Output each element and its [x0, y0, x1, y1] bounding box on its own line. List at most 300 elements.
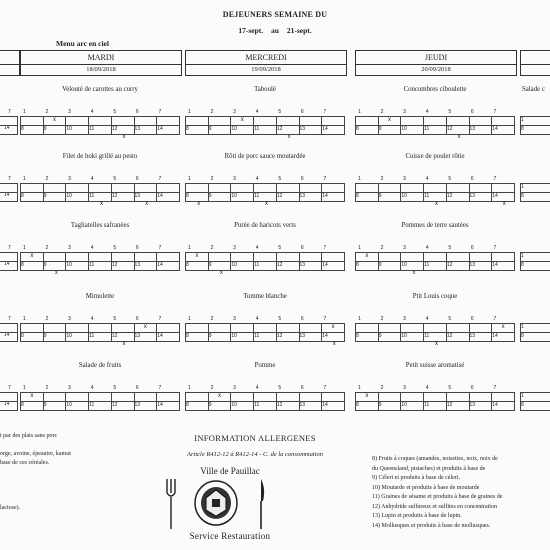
allergen-cell: 11 [424, 262, 447, 271]
allergen-cell: 13 [299, 126, 322, 135]
allergen-cell [322, 253, 345, 262]
allergen-table-partial [0, 323, 18, 342]
allergen-number: 1 [23, 385, 26, 391]
allergen-mark-slot [210, 201, 233, 207]
allergen-cell: 10 [231, 402, 254, 411]
allergen-table-row [356, 117, 515, 126]
footer-left-line [0, 441, 120, 450]
allergen-table [355, 183, 515, 202]
allergen-cell: 8 [356, 333, 379, 342]
town-crest-logo [192, 478, 240, 528]
fork-icon [165, 479, 177, 529]
allergen-number-row [22, 385, 180, 391]
allergen-number-row [22, 245, 180, 251]
allergen-mark-slot [255, 134, 278, 140]
allergen-cell [111, 253, 134, 262]
allergen-cell: 8 [521, 333, 550, 342]
allergen-number: 1 [358, 245, 361, 251]
allergen-number: 2 [210, 245, 214, 251]
allergen-number: 3 [68, 245, 71, 251]
allergen-cell [299, 324, 322, 333]
allergen-cell [186, 324, 209, 333]
allergen-number-row [357, 109, 515, 115]
footer-left-line: orge, avoine, épeautre, kamut [0, 451, 71, 457]
allergen-mark-slot [67, 341, 90, 347]
allergen-mark-slot [135, 134, 158, 140]
allergen-number: 4 [90, 385, 94, 391]
allergen-mark: x [21, 393, 44, 402]
allergen-cell: 10 [66, 193, 89, 202]
allergen-number: 2 [210, 385, 214, 391]
allergen-cell [469, 253, 492, 262]
allergen-cell [0, 184, 18, 193]
allergen-cell: 10 [401, 402, 424, 411]
allergen-number-row [22, 316, 180, 322]
allergen-mark: x [378, 117, 401, 126]
allergen-cell: 14 [322, 262, 345, 271]
dish-name: Rôti de porc sauce moutardée [224, 153, 306, 160]
allergen-cell [0, 126, 18, 135]
allergen-number: 2 [45, 109, 49, 115]
allergen-table-row [0, 324, 18, 333]
allergen-number: 3 [403, 176, 406, 182]
day-header: JEUDI [355, 50, 517, 65]
allergen-cell [186, 184, 209, 193]
allergen-cell: 8 [186, 402, 209, 411]
allergen-cell [254, 393, 277, 402]
allergen-mark-slot [232, 134, 255, 140]
allergen-number: 2 [380, 109, 384, 115]
allergen-cell: 14 [157, 262, 180, 271]
allergen-cell: 10 [66, 262, 89, 271]
allergen-mark: x [356, 253, 379, 262]
allergen-number-partial: 7 [8, 109, 11, 115]
allergen-cell: 9 [43, 333, 66, 342]
allergen-number: 7 [323, 176, 327, 182]
allergen-table-row [521, 184, 550, 193]
allergen-table [355, 323, 515, 342]
allergen-table-row [0, 402, 18, 411]
allergen-number-partial: 14 [4, 401, 10, 407]
allergen-number-partial: 7 [8, 316, 11, 322]
allergen-number: 3 [233, 385, 236, 391]
allergen-table-row [521, 253, 550, 262]
allergen-table-row [521, 262, 550, 271]
allergen-number: 1 [188, 176, 191, 182]
allergen-cell [134, 184, 157, 193]
allergen-cell: 8 [21, 262, 44, 271]
allergen-cell [0, 393, 18, 402]
allergen-mark-row [22, 134, 180, 140]
allergen-cell: 12 [446, 262, 469, 271]
allergen-number: 6 [470, 109, 474, 115]
allergen-cell: 13 [134, 262, 157, 271]
allergen-cell: 1 [521, 253, 550, 262]
allergen-cell [21, 117, 44, 126]
allergen-cell: 10 [231, 193, 254, 202]
allergen-table-row [521, 126, 550, 135]
allergen-cell: 8 [21, 193, 44, 202]
dish-name: Tomme blanche [243, 293, 287, 300]
allergen-number: 5 [113, 245, 117, 251]
allergen-table [20, 116, 180, 135]
allergen-table-row [521, 333, 550, 342]
allergen-cell [231, 253, 254, 262]
allergen-mark: x [100, 201, 104, 207]
allergen-number: 2 [210, 176, 214, 182]
allergen-cell: 9 [208, 193, 231, 202]
allergen-mark: x [492, 324, 515, 333]
allergen-cell: 14 [157, 193, 180, 202]
allergen-cell: 9 [43, 193, 66, 202]
allergen-list-item: 10) Moutarde et produits à base de moutarde [372, 484, 480, 491]
allergen-cell: 8 [521, 193, 550, 202]
allergen-number: 2 [380, 245, 384, 251]
allergen-cell [89, 184, 112, 193]
allergen-cell: 9 [208, 262, 231, 271]
allergen-mark-row [187, 270, 345, 276]
allergen-mark-slot [322, 270, 345, 276]
allergen-cell [469, 393, 492, 402]
dish-name: Tagliatelles safranées [70, 222, 130, 229]
allergen-cell [89, 324, 112, 333]
allergen-cell: 12 [276, 402, 299, 411]
allergen-number: 4 [425, 176, 429, 182]
allergen-mark-slot [447, 341, 470, 347]
day-header: MARDI [20, 50, 182, 65]
allergen-mark: x [435, 201, 439, 207]
allergen-mark-slot [232, 201, 255, 207]
allergen-number: 6 [300, 176, 304, 182]
allergen-number: 5 [278, 176, 282, 182]
day-date: 19/09/2018 [185, 64, 347, 76]
allergen-mark-slot [255, 341, 278, 347]
allergen-number-row [357, 245, 515, 251]
allergen-cell: 13 [469, 402, 492, 411]
allergen-cell: 8 [186, 193, 209, 202]
allergen-mark: x [54, 270, 58, 276]
allergen-cell [446, 117, 469, 126]
allergen-cell [424, 393, 447, 402]
allergen-cell [66, 324, 89, 333]
allergen-cell [186, 393, 209, 402]
date-to: 21-sept. [286, 26, 312, 35]
dish-name: Filet de hoki grillé au pesto [62, 153, 138, 160]
footer-left-line [0, 495, 120, 504]
allergen-cell: 10 [66, 333, 89, 342]
allergen-number: 1 [358, 176, 361, 182]
allergen-mark-slot [322, 201, 345, 207]
allergen-number: 6 [470, 176, 474, 182]
allergen-cell [208, 324, 231, 333]
allergen-mark-slot [470, 134, 493, 140]
allergen-mark: x [231, 117, 254, 126]
allergen-mark-slot [470, 341, 493, 347]
dish-name-partial: Salade c [522, 86, 545, 93]
allergen-number: 1 [188, 245, 191, 251]
allergen-cell [0, 117, 18, 126]
allergen-cell [469, 184, 492, 193]
allergen-table-partial [520, 392, 550, 411]
allergen-mark-slot [157, 134, 180, 140]
allergen-cell: 9 [208, 402, 231, 411]
allergen-mark-slot [135, 270, 158, 276]
allergen-mark-slot [425, 270, 448, 276]
allergen-mark-slot [380, 341, 403, 347]
allergen-cell: 14 [492, 333, 515, 342]
allergen-mark-slot [112, 270, 135, 276]
allergen-cell [446, 184, 469, 193]
allergen-cell [43, 324, 66, 333]
allergen-number-row [187, 385, 345, 391]
allergen-cell: 12 [111, 402, 134, 411]
allergen-table-row [0, 333, 18, 342]
date-from: 17-sept. [238, 26, 264, 35]
allergen-cell [0, 253, 18, 262]
allergen-cell [276, 324, 299, 333]
allergen-cell [254, 253, 277, 262]
allergen-cell [299, 393, 322, 402]
allergen-number-row [187, 316, 345, 322]
allergen-number: 7 [158, 385, 162, 391]
allergen-number: 4 [90, 109, 94, 115]
allergen-mark-slot [67, 270, 90, 276]
allergen-table-row [0, 393, 18, 402]
allergen-table-row [21, 253, 180, 262]
allergen-table-row [521, 402, 550, 411]
allergen-cell [492, 393, 515, 402]
allergen-cell: 11 [424, 333, 447, 342]
allergen-cell [43, 253, 66, 262]
allergen-cell [0, 262, 18, 271]
allergen-cell: 9 [378, 262, 401, 271]
allergen-mark: x [122, 134, 126, 140]
allergen-list-item: 13) Lupin et produits à base de lupin. [372, 513, 462, 519]
allergen-number: 5 [278, 245, 282, 251]
allergen-number: 1 [188, 109, 191, 115]
allergen-cell: 1 [521, 117, 550, 126]
allergen-mark-slot [402, 341, 425, 347]
allergen-number: 3 [68, 176, 71, 182]
allergen-cell [492, 117, 515, 126]
allergen-number: 3 [403, 109, 406, 115]
allergen-mark-row [357, 341, 515, 347]
allergen-cell: 11 [424, 193, 447, 202]
allergen-mark-slot [277, 270, 300, 276]
allergen-cell [157, 117, 180, 126]
allergen-cell: 8 [521, 402, 550, 411]
allergen-cell: 10 [401, 262, 424, 271]
allergen-number: 6 [135, 176, 139, 182]
allergen-list-item: 12) Anhydride sulfureux et sulfites en concentration [372, 503, 497, 510]
allergen-mark-slot [470, 201, 493, 207]
allergen-mark-slot [210, 134, 233, 140]
allergen-mark-slot [45, 201, 68, 207]
allergen-cell [111, 117, 134, 126]
allergen-cell: 10 [401, 333, 424, 342]
allergen-number: 7 [158, 176, 162, 182]
allergen-list [372, 455, 550, 531]
allergen-number: 5 [448, 316, 452, 322]
allergen-table [20, 252, 180, 271]
allergen-number: 5 [448, 385, 452, 391]
allergen-cell [111, 184, 134, 193]
allergen-mark-slot [470, 270, 493, 276]
allergen-cell [89, 253, 112, 262]
allergen-number: 7 [493, 109, 497, 115]
allergen-table-row [186, 324, 345, 333]
allergen-cell: 11 [89, 333, 112, 342]
dish-name: Concombres ciboulette [403, 86, 467, 93]
allergen-cell: 10 [231, 126, 254, 135]
allergen-cell [446, 393, 469, 402]
allergen-cell: 14 [322, 193, 345, 202]
allergen-number-row [357, 316, 515, 322]
allergen-table [20, 183, 180, 202]
allergen-cell: 12 [111, 193, 134, 202]
allergen-mark-slot [187, 134, 210, 140]
allergen-number: 7 [158, 245, 162, 251]
allergen-number: 2 [210, 109, 214, 115]
allergen-mark: x [186, 253, 209, 262]
allergen-number: 1 [23, 316, 26, 322]
allergen-mark-slot [357, 270, 380, 276]
dish-name: Pomme [254, 362, 276, 369]
allergen-number: 4 [425, 245, 429, 251]
allergen-number: 6 [300, 109, 304, 115]
town-name: Ville de Pauillac [200, 466, 260, 476]
allergen-number: 7 [493, 176, 497, 182]
allergen-cell [157, 324, 180, 333]
allergen-number: 6 [300, 385, 304, 391]
allergen-cell [492, 184, 515, 193]
allergen-cell [231, 184, 254, 193]
allergen-table-row [21, 184, 180, 193]
allergen-table-row [0, 126, 18, 135]
allergen-mark-slot [402, 134, 425, 140]
allergen-cell: 8 [186, 262, 209, 271]
allergen-cell: 1 [521, 184, 550, 193]
allergen-cell [157, 184, 180, 193]
allergen-number: 7 [158, 316, 162, 322]
allergen-number-partial: 7 [8, 245, 11, 251]
allergen-table-row [0, 253, 18, 262]
allergen-mark-slot [380, 270, 403, 276]
allergen-mark-slot [187, 341, 210, 347]
allergen-cell: 12 [276, 193, 299, 202]
allergen-cell: 14 [492, 402, 515, 411]
allergen-cell [0, 402, 18, 411]
allergen-table-row [521, 324, 550, 333]
allergen-cell: 12 [111, 262, 134, 271]
allergen-number: 6 [300, 316, 304, 322]
allergen-cell [254, 324, 277, 333]
allergen-number: 7 [323, 245, 327, 251]
allergen-cell [356, 184, 379, 193]
allergen-mark: x [435, 341, 439, 347]
allergen-number-row [187, 109, 345, 115]
allergen-mark: x [43, 117, 66, 126]
allergen-table-partial [520, 252, 550, 271]
allergen-cell [0, 193, 18, 202]
allergen-cell: 12 [446, 193, 469, 202]
dish-name: Petit suisse aromatisé [405, 362, 465, 369]
allergen-cell [66, 184, 89, 193]
day-header-partial [520, 50, 550, 65]
allergen-number: 1 [358, 316, 361, 322]
allergen-cell [401, 393, 424, 402]
allergen-table-row [0, 117, 18, 126]
allergen-cell: 12 [111, 333, 134, 342]
allergen-cell [424, 184, 447, 193]
allergen-cell [0, 333, 18, 342]
allergen-number: 1 [23, 109, 26, 115]
day-date: 18/09/2018 [20, 64, 182, 76]
allergen-mark-slot [67, 134, 90, 140]
allergen-cell: 13 [299, 193, 322, 202]
allergen-mark-slot [135, 341, 158, 347]
allergen-mark-row [187, 341, 345, 347]
allergen-table-row [356, 184, 515, 193]
allergen-number: 6 [300, 245, 304, 251]
allergen-cell: 10 [66, 126, 89, 135]
allergen-mark: x [21, 253, 44, 262]
allergen-number: 2 [380, 385, 384, 391]
dish-name: Salade de fruits [78, 362, 122, 369]
allergen-number: 2 [45, 245, 49, 251]
allergen-cell: 8 [356, 126, 379, 135]
allergen-mark-slot [492, 134, 515, 140]
allergen-mark-slot [90, 341, 113, 347]
allergen-mark: x [457, 134, 461, 140]
allergen-mark-slot [492, 270, 515, 276]
allergen-table-partial [0, 252, 18, 271]
allergen-number: 4 [255, 245, 259, 251]
allergen-cell: 9 [43, 126, 66, 135]
allergen-cell [299, 184, 322, 193]
allergen-cell: 9 [378, 193, 401, 202]
allergen-mark-slot [357, 134, 380, 140]
allergen-cell: 8 [356, 193, 379, 202]
allergen-cell [157, 253, 180, 262]
allergen-cell [276, 393, 299, 402]
allergen-mark-slot [402, 201, 425, 207]
allergen-mark-row [357, 270, 515, 276]
allergen-number: 6 [470, 316, 474, 322]
allergen-mark-slot [380, 201, 403, 207]
allergen-table-row [21, 117, 180, 126]
allergen-table-partial [0, 116, 18, 135]
allergen-cell: 8 [356, 402, 379, 411]
allergen-cell: 9 [378, 126, 401, 135]
allergen-number: 3 [233, 245, 236, 251]
allergen-number: 3 [68, 385, 71, 391]
allergen-mark-slot [157, 270, 180, 276]
dish-name: Mimolette [85, 293, 115, 300]
allergen-cell: 8 [21, 126, 44, 135]
allergen-number: 5 [278, 385, 282, 391]
allergen-cell: 10 [231, 333, 254, 342]
allergen-mark-slot [447, 270, 470, 276]
allergen-cell [231, 393, 254, 402]
allergen-cell: 14 [492, 193, 515, 202]
allergen-mark-slot [210, 341, 233, 347]
allergen-number: 4 [255, 385, 259, 391]
allergen-number: 2 [45, 385, 49, 391]
allergen-table [185, 183, 345, 202]
allergen-cell: 11 [254, 402, 277, 411]
allergen-cell [492, 253, 515, 262]
